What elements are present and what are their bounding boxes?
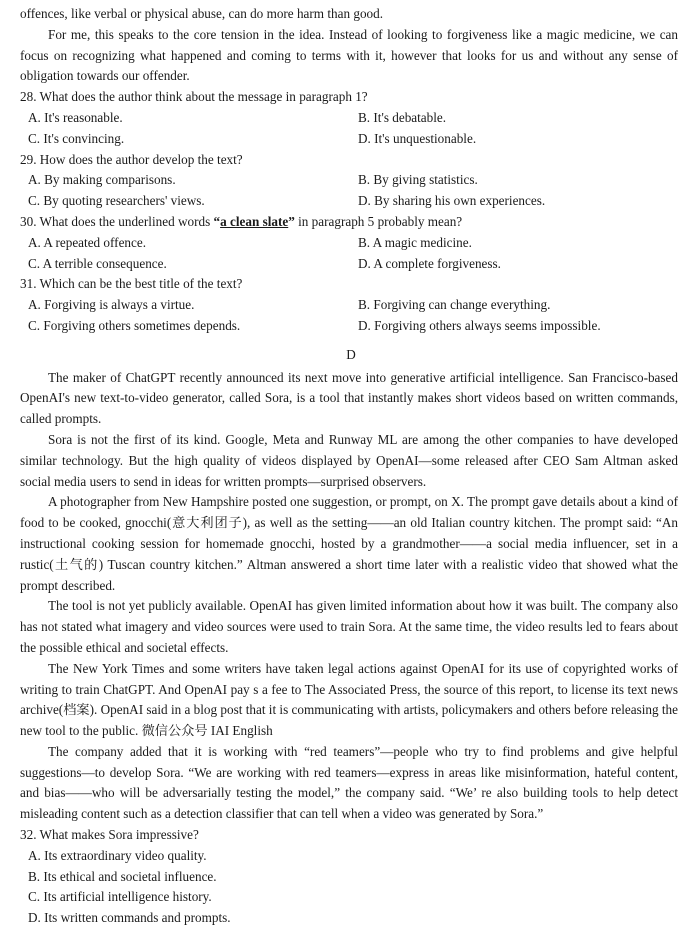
answer-options	[20, 846, 678, 929]
answer-options	[20, 233, 678, 275]
stem-text-before: 30. What does the underlined words	[20, 213, 214, 229]
question-29	[20, 150, 678, 212]
option-c[interactable]: C. By quoting researchers' views.	[28, 193, 205, 209]
option-c[interactable]: C. It's convincing.	[28, 130, 125, 146]
option-b[interactable]: B. It's debatable.	[358, 109, 447, 125]
answer-options	[20, 170, 678, 212]
option-d[interactable]: D. It's unquestionable.	[358, 130, 477, 146]
option-d[interactable]: D. Its written commands and prompts.	[28, 910, 231, 926]
option-a[interactable]: A. It's reasonable.	[28, 109, 123, 125]
option-c[interactable]: C. Its artificial intelligence history.	[28, 889, 212, 905]
answer-options	[20, 295, 678, 337]
question-stem: 29. How does the author develop the text?	[20, 151, 243, 167]
question-30	[20, 212, 678, 274]
question-stem: 31. Which can be the best title of the text?	[20, 276, 243, 292]
option-d[interactable]: D. By sharing his own experiences.	[358, 193, 546, 209]
option-b[interactable]: B. By giving statistics.	[358, 172, 478, 188]
passage-c-paragraph-final: For me, this speaks to the core tension in the idea. Instead of looking to forgiveness like a magic medicine, we can focus on recognizing what happened and coming to terms with it, however that looks for us and without any sense of obligation towards our offender.	[20, 26, 678, 84]
option-a[interactable]: A. By making comparisons.	[28, 172, 176, 188]
section-heading-d: D	[346, 346, 356, 362]
passage-d-paragraph-1: The maker of ChatGPT recently announced its next move into generative artificial intelligence. San Francisco-based OpenAI's new text-to-video generator, called Sora, is a tool that instantly makes short videos based on written commands, called prompts.	[20, 369, 678, 427]
passage-d-paragraph-5: The New York Times and some writers have taken legal actions against OpenAI for its use of copyrighted works of writing to train ChatGPT. And OpenAI pay s a fee to The Associated Press, the source of this report, to license its text news archive(档案). OpenAI said in a blog post that it is communicating with artists, policymakers and others before releasing the new tool to the public. 微信公众号 IAI English	[20, 660, 678, 739]
option-b[interactable]: B. A magic medicine.	[358, 234, 472, 250]
passage-c-paragraph-continued: offences, like verbal or physical abuse, can do more harm than good.	[20, 6, 384, 21]
option-a[interactable]: A. Forgiving is always a virtue.	[28, 297, 195, 313]
underlined-phrase: a clean slate	[220, 213, 289, 229]
question-31	[20, 274, 678, 336]
option-d[interactable]: D. A complete forgiveness.	[358, 255, 501, 271]
passage-d-paragraph-6: The company added that it is working with “red teamers”—people who try to find problems and give helpful suggestions—to develop Sora. “We are working with red teamers—express in areas like misinformation, hateful content, and bias——who will be adversarially testing the model,” the company said. “We’ re also building tools to help detect misleading content such as a detection classifier that can tell when a video was generated by Sora.”	[20, 743, 678, 822]
option-a[interactable]: A. A repeated offence.	[28, 234, 147, 250]
answer-options	[20, 108, 678, 150]
open-quote: “	[213, 213, 221, 229]
passage-d-paragraph-4: The tool is not yet publicly available. OpenAI has given limited information about how it was built. The company also has not stated what imagery and video sources were used to train Sora. At the same time, the video results led to fears about the possible ethical and societal effects.	[20, 598, 678, 655]
close-quote: ”	[288, 213, 295, 229]
option-a[interactable]: A. Its extraordinary video quality.	[28, 847, 207, 863]
passage-d-paragraph-2: Sora is not the first of its kind. Google, Meta and Runway ML are among the other companies to have developed similar technology. But the high quality of videos displayed by OpenAI—some released after CEO Sam Altman asked social media users to send in ideas for written prompts—surprised observers.	[20, 431, 678, 489]
option-b[interactable]: B. Forgiving can change everything.	[358, 297, 551, 313]
question-stem	[20, 212, 678, 233]
question-stem: 32. What makes Sora impressive?	[20, 827, 199, 843]
question-32	[20, 825, 678, 929]
question-28	[20, 87, 678, 149]
option-c[interactable]: C. A terrible consequence.	[28, 255, 167, 271]
option-c[interactable]: C. Forgiving others sometimes depends.	[28, 317, 241, 333]
passage-d-paragraph-3: A photographer from New Hampshire posted one suggestion, or prompt, on X. The prompt gave details about a kind of food to be cooked, gnocchi(意大利团子), as well as the setting——an old Italian country kitchen. The prompt said: “An instructional cooking session for homemade gnocchi, hosted by a grandmother——a social media influencer, set in a rustic(土气的) Tuscan country kitchen.” Altman answered a short time later with a realistic video that showed what the prompt described.	[20, 494, 678, 593]
option-b[interactable]: B. Its ethical and societal influence.	[28, 868, 217, 884]
question-stem: 28. What does the author think about the message in paragraph 1?	[20, 89, 368, 105]
stem-text-after: in paragraph 5 probably mean?	[294, 213, 463, 229]
option-d[interactable]: D. Forgiving others always seems impossible.	[358, 317, 601, 333]
